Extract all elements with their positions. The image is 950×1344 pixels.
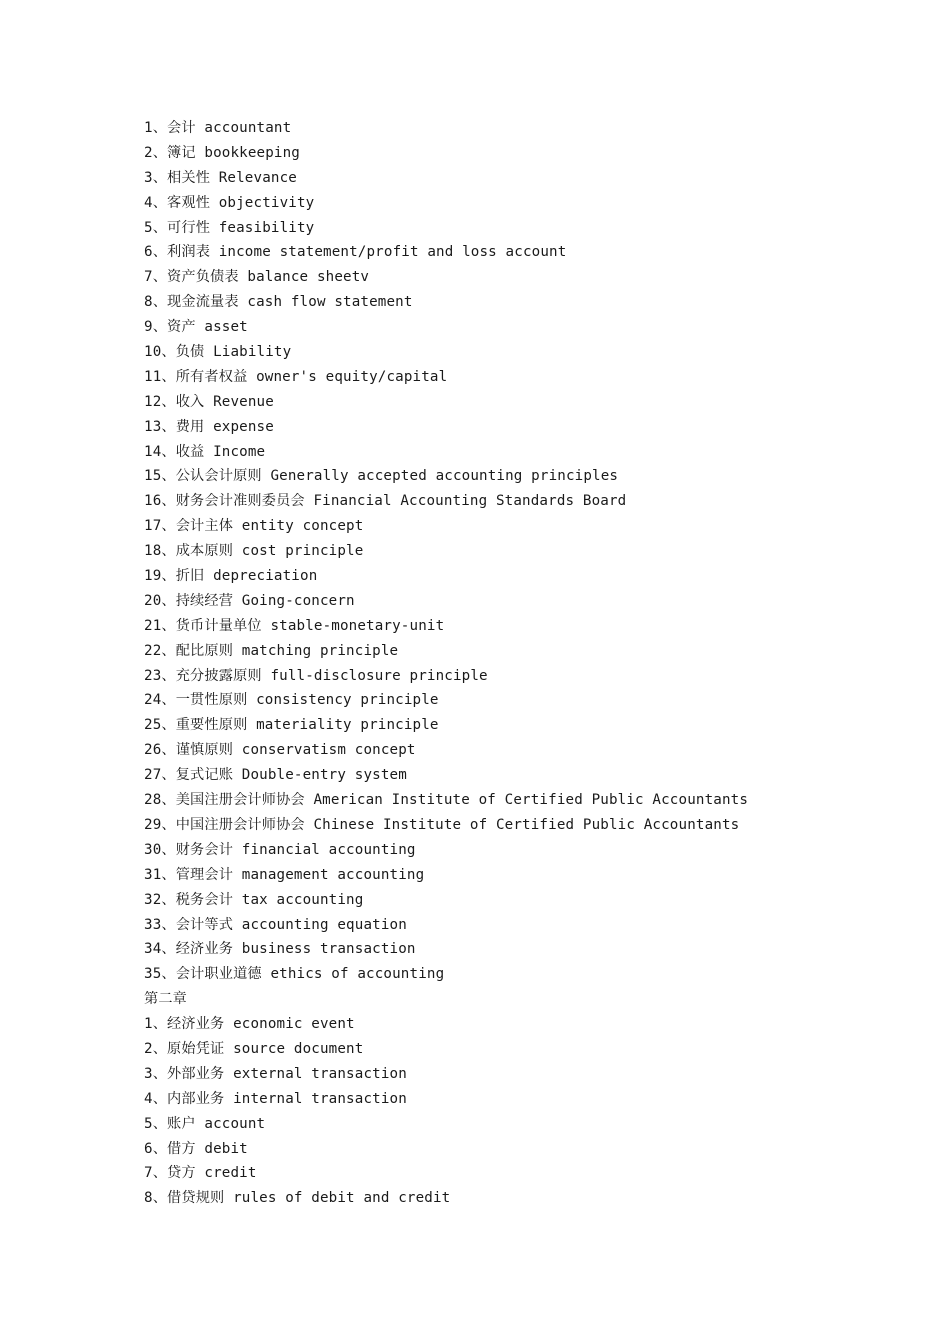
term-line: 1、会计 accountant	[144, 120, 292, 136]
term-line: 9、资产 asset	[144, 319, 248, 336]
term-line: 10、负债 Liability	[144, 344, 292, 361]
term-line: 4、内部业务 internal transaction	[144, 1090, 407, 1107]
term-line: 6、借方 debit	[144, 1140, 248, 1157]
term-line: 5、可行性 feasibility	[144, 219, 315, 236]
term-line: 29、中国注册会计师协会 Chinese Institute of Certified Public Accountants	[144, 816, 740, 833]
term-line: 35、会计职业道德 ethics of accounting	[144, 966, 445, 983]
term-line: 8、现金流量表 cash flow statement	[144, 294, 413, 311]
term-line: 1、经济业务 economic event	[144, 1016, 355, 1033]
term-line: 16、财务会计准则委员会 Financial Accounting Standards Board	[144, 493, 627, 510]
glossary-list	[144, 116, 904, 1211]
term-line: 33、会计等式 accounting equation	[144, 916, 407, 933]
term-line: 6、利润表 income statement/profit and loss account	[144, 244, 567, 261]
term-line: 18、成本原则 cost principle	[144, 543, 364, 560]
term-line: 7、资产负债表 balance sheetv	[144, 269, 370, 286]
term-line: 14、收益 Income	[144, 443, 266, 460]
term-line: 19、折旧 depreciation	[144, 568, 318, 585]
term-line: 3、外部业务 external transaction	[144, 1065, 407, 1082]
term-line: 30、财务会计 financial accounting	[144, 841, 416, 858]
term-line: 11、所有者权益 owner's equity/capital	[144, 368, 448, 385]
term-line: 34、经济业务 business transaction	[144, 941, 416, 958]
term-line: 25、重要性原则 materiality principle	[144, 717, 439, 734]
term-line: 28、美国注册会计师协会 American Institute of Certified Public Accountants	[144, 792, 749, 809]
term-line: 8、借贷规则 rules of debit and credit	[144, 1190, 451, 1207]
term-line: 4、客观性 objectivity	[144, 194, 315, 211]
term-line: 17、会计主体 entity concept	[144, 518, 364, 535]
term-line: 12、收入 Revenue	[144, 393, 274, 410]
term-line: 5、账户 account	[144, 1115, 266, 1132]
term-line: 21、货币计量单位 stable-monetary-unit	[144, 617, 445, 634]
term-line: 31、管理会计 management accounting	[144, 866, 425, 883]
term-line: 27、复式记账 Double-entry system	[144, 767, 407, 784]
chapter-heading: 第二章	[144, 991, 188, 1008]
term-line: 7、贷方 credit	[144, 1165, 257, 1182]
term-line: 13、费用 expense	[144, 418, 274, 435]
term-line: 26、谨慎原则 conservatism concept	[144, 742, 416, 759]
term-line: 20、持续经营 Going-concern	[144, 592, 355, 609]
term-line: 2、簿记 bookkeeping	[144, 144, 301, 161]
term-line: 3、相关性 Relevance	[144, 169, 297, 186]
term-line: 22、配比原则 matching principle	[144, 642, 399, 659]
term-line: 23、充分披露原则 full-disclosure principle	[144, 667, 488, 684]
term-line: 2、原始凭证 source document	[144, 1040, 364, 1057]
term-line: 32、税务会计 tax accounting	[144, 891, 364, 908]
term-line: 24、一贯性原则 consistency principle	[144, 692, 439, 709]
term-line: 15、公认会计原则 Generally accepted accounting principles	[144, 468, 619, 485]
